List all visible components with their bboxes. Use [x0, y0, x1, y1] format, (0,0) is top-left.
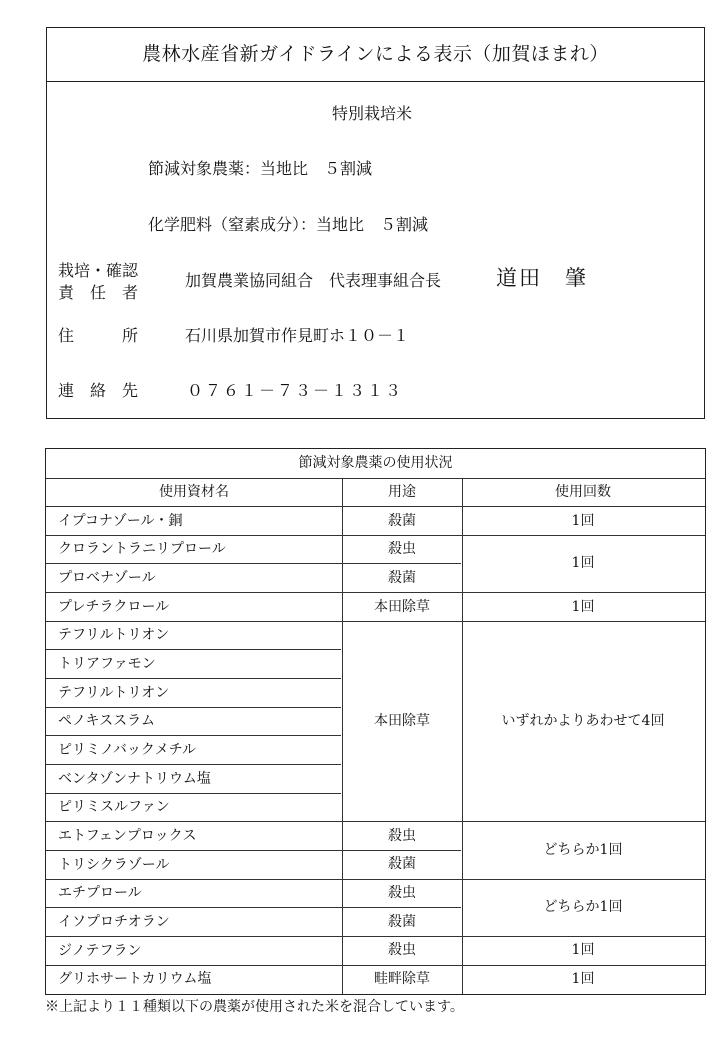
pesticide-name: ペノキススラム	[58, 713, 156, 729]
usage-count: 1回	[571, 942, 595, 958]
pesticide-name: エトフェンプロックス	[58, 828, 197, 844]
pesticide-name: テフリルトリオン	[58, 685, 170, 701]
row-rule	[46, 879, 705, 880]
table-rule	[46, 478, 705, 479]
row-rule	[46, 506, 705, 507]
row-rule	[46, 678, 341, 679]
pesticide-name: イソプロチオラン	[58, 914, 170, 930]
pesticide-use: 本田除草	[374, 599, 430, 615]
usage-count: 1回	[571, 599, 595, 615]
pesticide-use: 殺虫	[388, 885, 416, 901]
row-rule	[46, 764, 341, 765]
responsible-label-1: 栽培・確認	[58, 261, 139, 280]
address-label: 住 所	[58, 326, 139, 345]
pesticide-name: ジノテフラン	[58, 943, 142, 959]
address-value: 石川県加賀市作見町ホ１０－１	[185, 326, 410, 345]
pesticide-name: グリホサートカリウム塩	[58, 971, 212, 987]
pesticide-name: プレチラクロール	[58, 599, 170, 615]
usage-count: 1回	[571, 971, 595, 987]
pesticide-use: 殺虫	[388, 828, 416, 844]
signature: 道田 肇	[496, 266, 588, 290]
row-rule	[46, 649, 341, 650]
pesticide-name: プロベナゾール	[58, 570, 156, 586]
pesticide-name: テフリルトリオン	[58, 627, 170, 643]
pesticide-table	[45, 448, 706, 995]
header-use: 用途	[388, 484, 416, 500]
pesticide-name: クロラントラニリプロール	[58, 541, 226, 557]
row-rule	[46, 821, 705, 822]
pesticide-name: トリシクラゾール	[58, 857, 170, 873]
usage-count: どちらか1回	[543, 899, 623, 915]
row-rule	[46, 535, 705, 536]
pesticide-name: ピリミノバックメチル	[58, 742, 197, 758]
contact-label: 連 絡 先	[58, 381, 139, 400]
herbicide-group-use: 本田除草	[374, 713, 430, 729]
row-rule	[46, 850, 461, 851]
category: 特別栽培米	[332, 104, 413, 123]
pesticide-use: 畦畔除草	[374, 971, 430, 987]
pesticide-reduction: 節減対象農薬：当地比 ５割減	[148, 159, 373, 178]
contact-value: ０７６１－７３－１３１３	[187, 381, 404, 400]
usage-count: いずれかよりあわせて4回	[501, 713, 665, 729]
pesticide-name: イプコナゾール・銅	[58, 513, 183, 529]
row-rule	[46, 621, 705, 622]
row-rule	[46, 563, 461, 564]
row-rule	[46, 592, 705, 593]
responsible-value: 加賀農業協同組合 代表理事組合長	[185, 271, 442, 290]
column-divider	[342, 478, 343, 994]
label-title: 農林水産省新ガイドラインによる表示（加賀ほまれ）	[47, 28, 704, 82]
pesticide-use: 殺虫	[388, 541, 416, 557]
pesticide-use: 殺菌	[388, 570, 416, 586]
row-rule	[46, 707, 341, 708]
pesticide-use: 殺菌	[388, 513, 416, 529]
usage-count: 1回	[571, 555, 595, 571]
pesticide-name: ベンタゾンナトリウム塩	[58, 771, 211, 787]
usage-count: どちらか1回	[543, 842, 623, 858]
table-title: 節減対象農薬の使用状況	[298, 455, 453, 471]
pesticide-name: ピリミスルファン	[58, 799, 170, 815]
pesticide-use: 殺菌	[388, 856, 416, 872]
header-name: 使用資材名	[159, 484, 229, 500]
pesticide-use: 殺菌	[388, 914, 416, 930]
row-rule	[46, 965, 705, 966]
footnote: ※上記より１１種類以下の農薬が使用された米を混合しています。	[45, 999, 464, 1015]
column-divider	[462, 478, 463, 994]
label-box	[46, 27, 705, 419]
usage-count: 1回	[571, 513, 595, 529]
fertilizer-reduction: 化学肥料（窒素成分）：当地比 ５割減	[148, 215, 429, 234]
pesticide-use: 殺虫	[388, 942, 416, 958]
row-rule	[46, 907, 461, 908]
row-rule	[46, 735, 341, 736]
pesticide-name: エチプロール	[58, 885, 142, 901]
responsible-label-2: 責 任 者	[58, 283, 139, 302]
row-rule	[46, 936, 705, 937]
row-rule	[46, 793, 341, 794]
pesticide-name: トリアファモン	[58, 656, 156, 672]
header-count: 使用回数	[555, 484, 611, 500]
